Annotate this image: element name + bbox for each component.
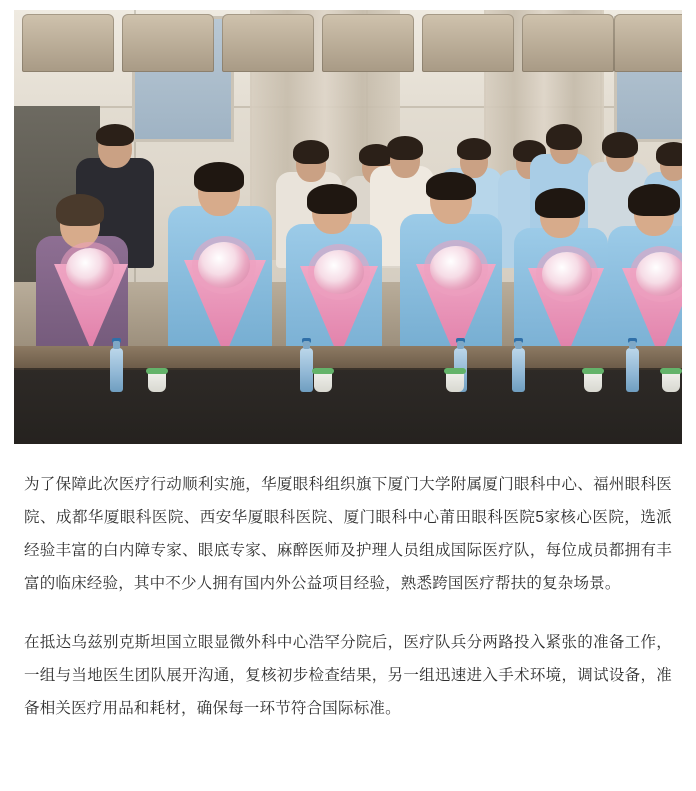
bouquet [430,246,482,290]
person-hair [56,194,104,226]
bottle-cap [456,338,465,343]
audience-hair [96,124,134,146]
bottle-cap [514,338,523,343]
person-hair [194,162,244,192]
person-hair [426,172,476,200]
paper-cup [446,372,464,392]
bouquet [198,242,250,288]
seat [522,14,614,72]
cup-lid [146,368,168,374]
cup-lid [312,368,334,374]
bouquet [636,252,682,296]
water-bottle [512,348,525,392]
seat [614,14,682,72]
audience-hair [457,138,491,160]
seat [122,14,214,72]
seat [222,14,314,72]
article-body [0,468,696,751]
audience-hair [293,140,329,164]
audience-hair [387,136,423,160]
bottle-cap [112,338,121,343]
paper-cup [148,372,166,392]
paragraph-2: 在抵达乌兹别克斯坦国立眼显微外科中心浩罕分院后，医疗队兵分两路投入紧张的准备工作，一组与当地医生团队展开沟通，复核初步检查结果，另一组迅速进入手术环境，调试设备，准备相关医疗用品和耗材，确保每一环节符合国际标准。 [24,634,672,717]
audience-hair [656,142,682,166]
cup-lid [660,368,682,374]
paper-cup [584,372,602,392]
water-bottle [626,348,639,392]
seat [422,14,514,72]
seat [22,14,114,72]
paragraph-1: 为了保障此次医疗行动顺利实施，华厦眼科组织旗下厦门大学附属厦门眼科中心、福州眼科医院、成都华厦眼科医院、西安华厦眼科医院、厦门眼科中心莆田眼科医院5家核心医院，选派经验丰富的白内障专家、眼底专家、麻醉医师及护理人员组成国际医疗队，每位成员都拥有丰富的临床经验，其中不少人拥有国内外公益项目经验，熟悉跨国医疗帮扶的复杂场景。 [24,476,672,592]
bottle-cap [628,338,637,343]
cup-lid [444,368,466,374]
bouquet [542,252,592,296]
person-hair [628,184,680,216]
seat [322,14,414,72]
bottle-cap [302,338,311,343]
paper-cup [314,372,332,392]
water-bottle [110,348,123,392]
photo-canvas [14,10,682,444]
group-photo [14,10,682,444]
cup-lid [582,368,604,374]
audience-hair [546,124,582,150]
bouquet [314,250,364,294]
person-hair [307,184,357,214]
front-row-person [160,166,280,376]
person-hair [535,188,585,218]
bouquet [66,248,114,290]
audience-hair [602,132,638,158]
paper-cup [662,372,680,392]
